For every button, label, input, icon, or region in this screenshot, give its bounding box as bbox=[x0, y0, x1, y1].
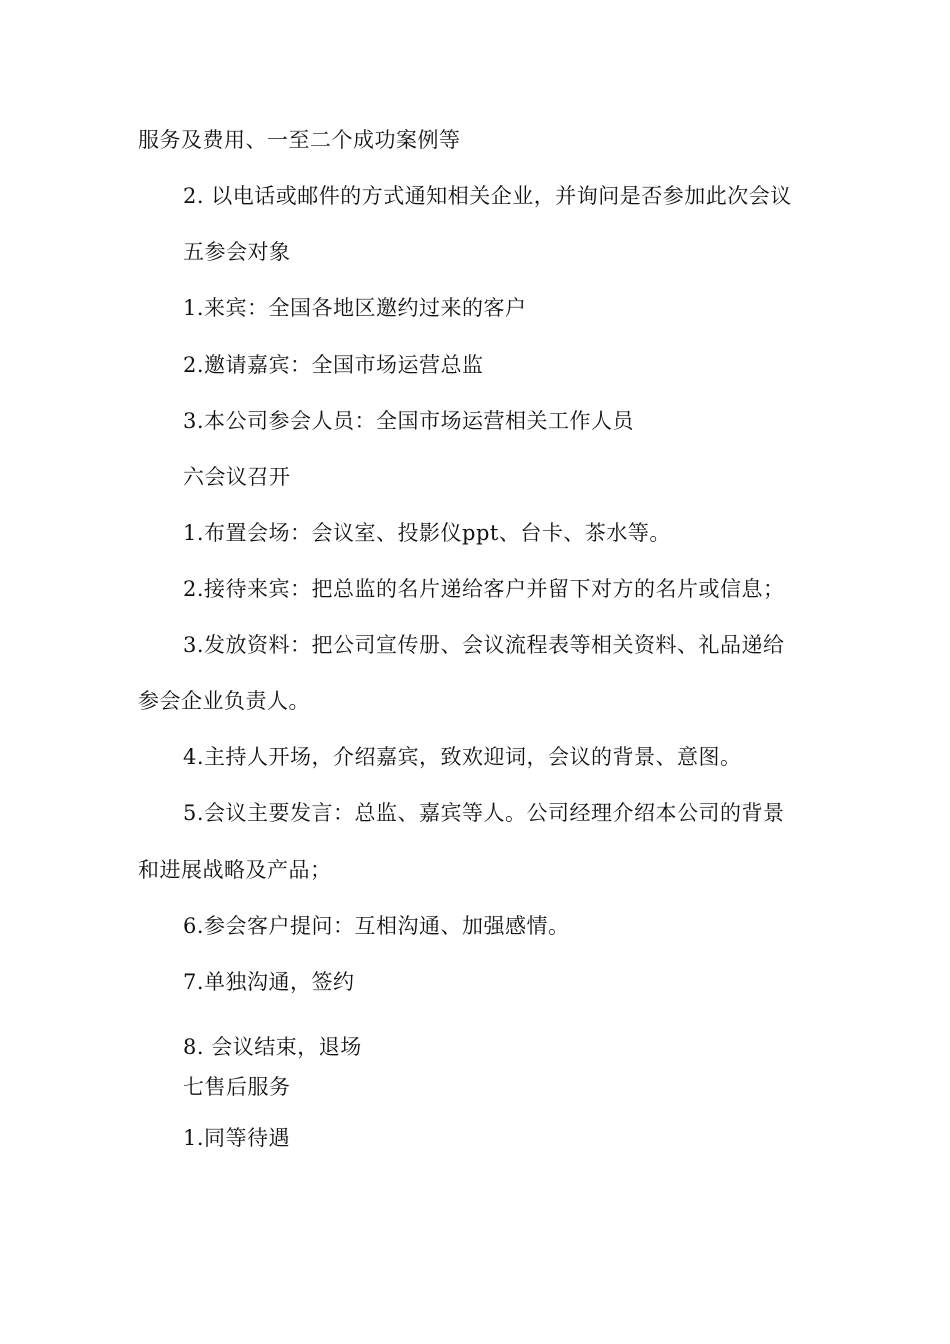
paragraph-continuation: 参会企业负责人。 bbox=[138, 689, 310, 713]
list-item: 5.会议主要发言：总监、嘉宾等人。公司经理介绍本公司的背景 bbox=[183, 801, 785, 825]
section-heading: 七售后服务 bbox=[183, 1075, 291, 1099]
list-item: 3.本公司参会人员：全国市场运营相关工作人员 bbox=[183, 409, 635, 433]
list-item: 1.布置会场：会议室、投影仪ppt、台卡、茶水等。 bbox=[183, 521, 671, 545]
paragraph-continuation: 和进展战略及产品； bbox=[138, 858, 332, 882]
list-item: 7.单独沟通，签约 bbox=[183, 970, 355, 994]
section-heading: 六会议召开 bbox=[183, 465, 291, 489]
list-item: 2.邀请嘉宾：全国市场运营总监 bbox=[183, 353, 484, 377]
list-item: 2.接待来宾：把总监的名片递给客户并留下对方的名片或信息； bbox=[183, 577, 785, 601]
list-item: 8. 会议结束，退场 bbox=[183, 1035, 362, 1059]
list-item: 1.同等待遇 bbox=[183, 1126, 291, 1150]
list-item: 1.来宾：全国各地区邀约过来的客户 bbox=[183, 296, 527, 320]
list-item: 2. 以电话或邮件的方式通知相关企业，并询问是否参加此次会议 bbox=[183, 184, 792, 208]
list-item: 4.主持人开场，介绍嘉宾，致欢迎词，会议的背景、意图。 bbox=[183, 745, 742, 769]
section-heading: 五参会对象 bbox=[183, 240, 291, 264]
list-item: 6.参会客户提问：互相沟通、加强感情。 bbox=[183, 914, 570, 938]
list-item: 3.发放资料：把公司宣传册、会议流程表等相关资料、礼品递给 bbox=[183, 633, 785, 657]
paragraph-continuation: 服务及费用、一至二个成功案例等 bbox=[138, 128, 461, 152]
